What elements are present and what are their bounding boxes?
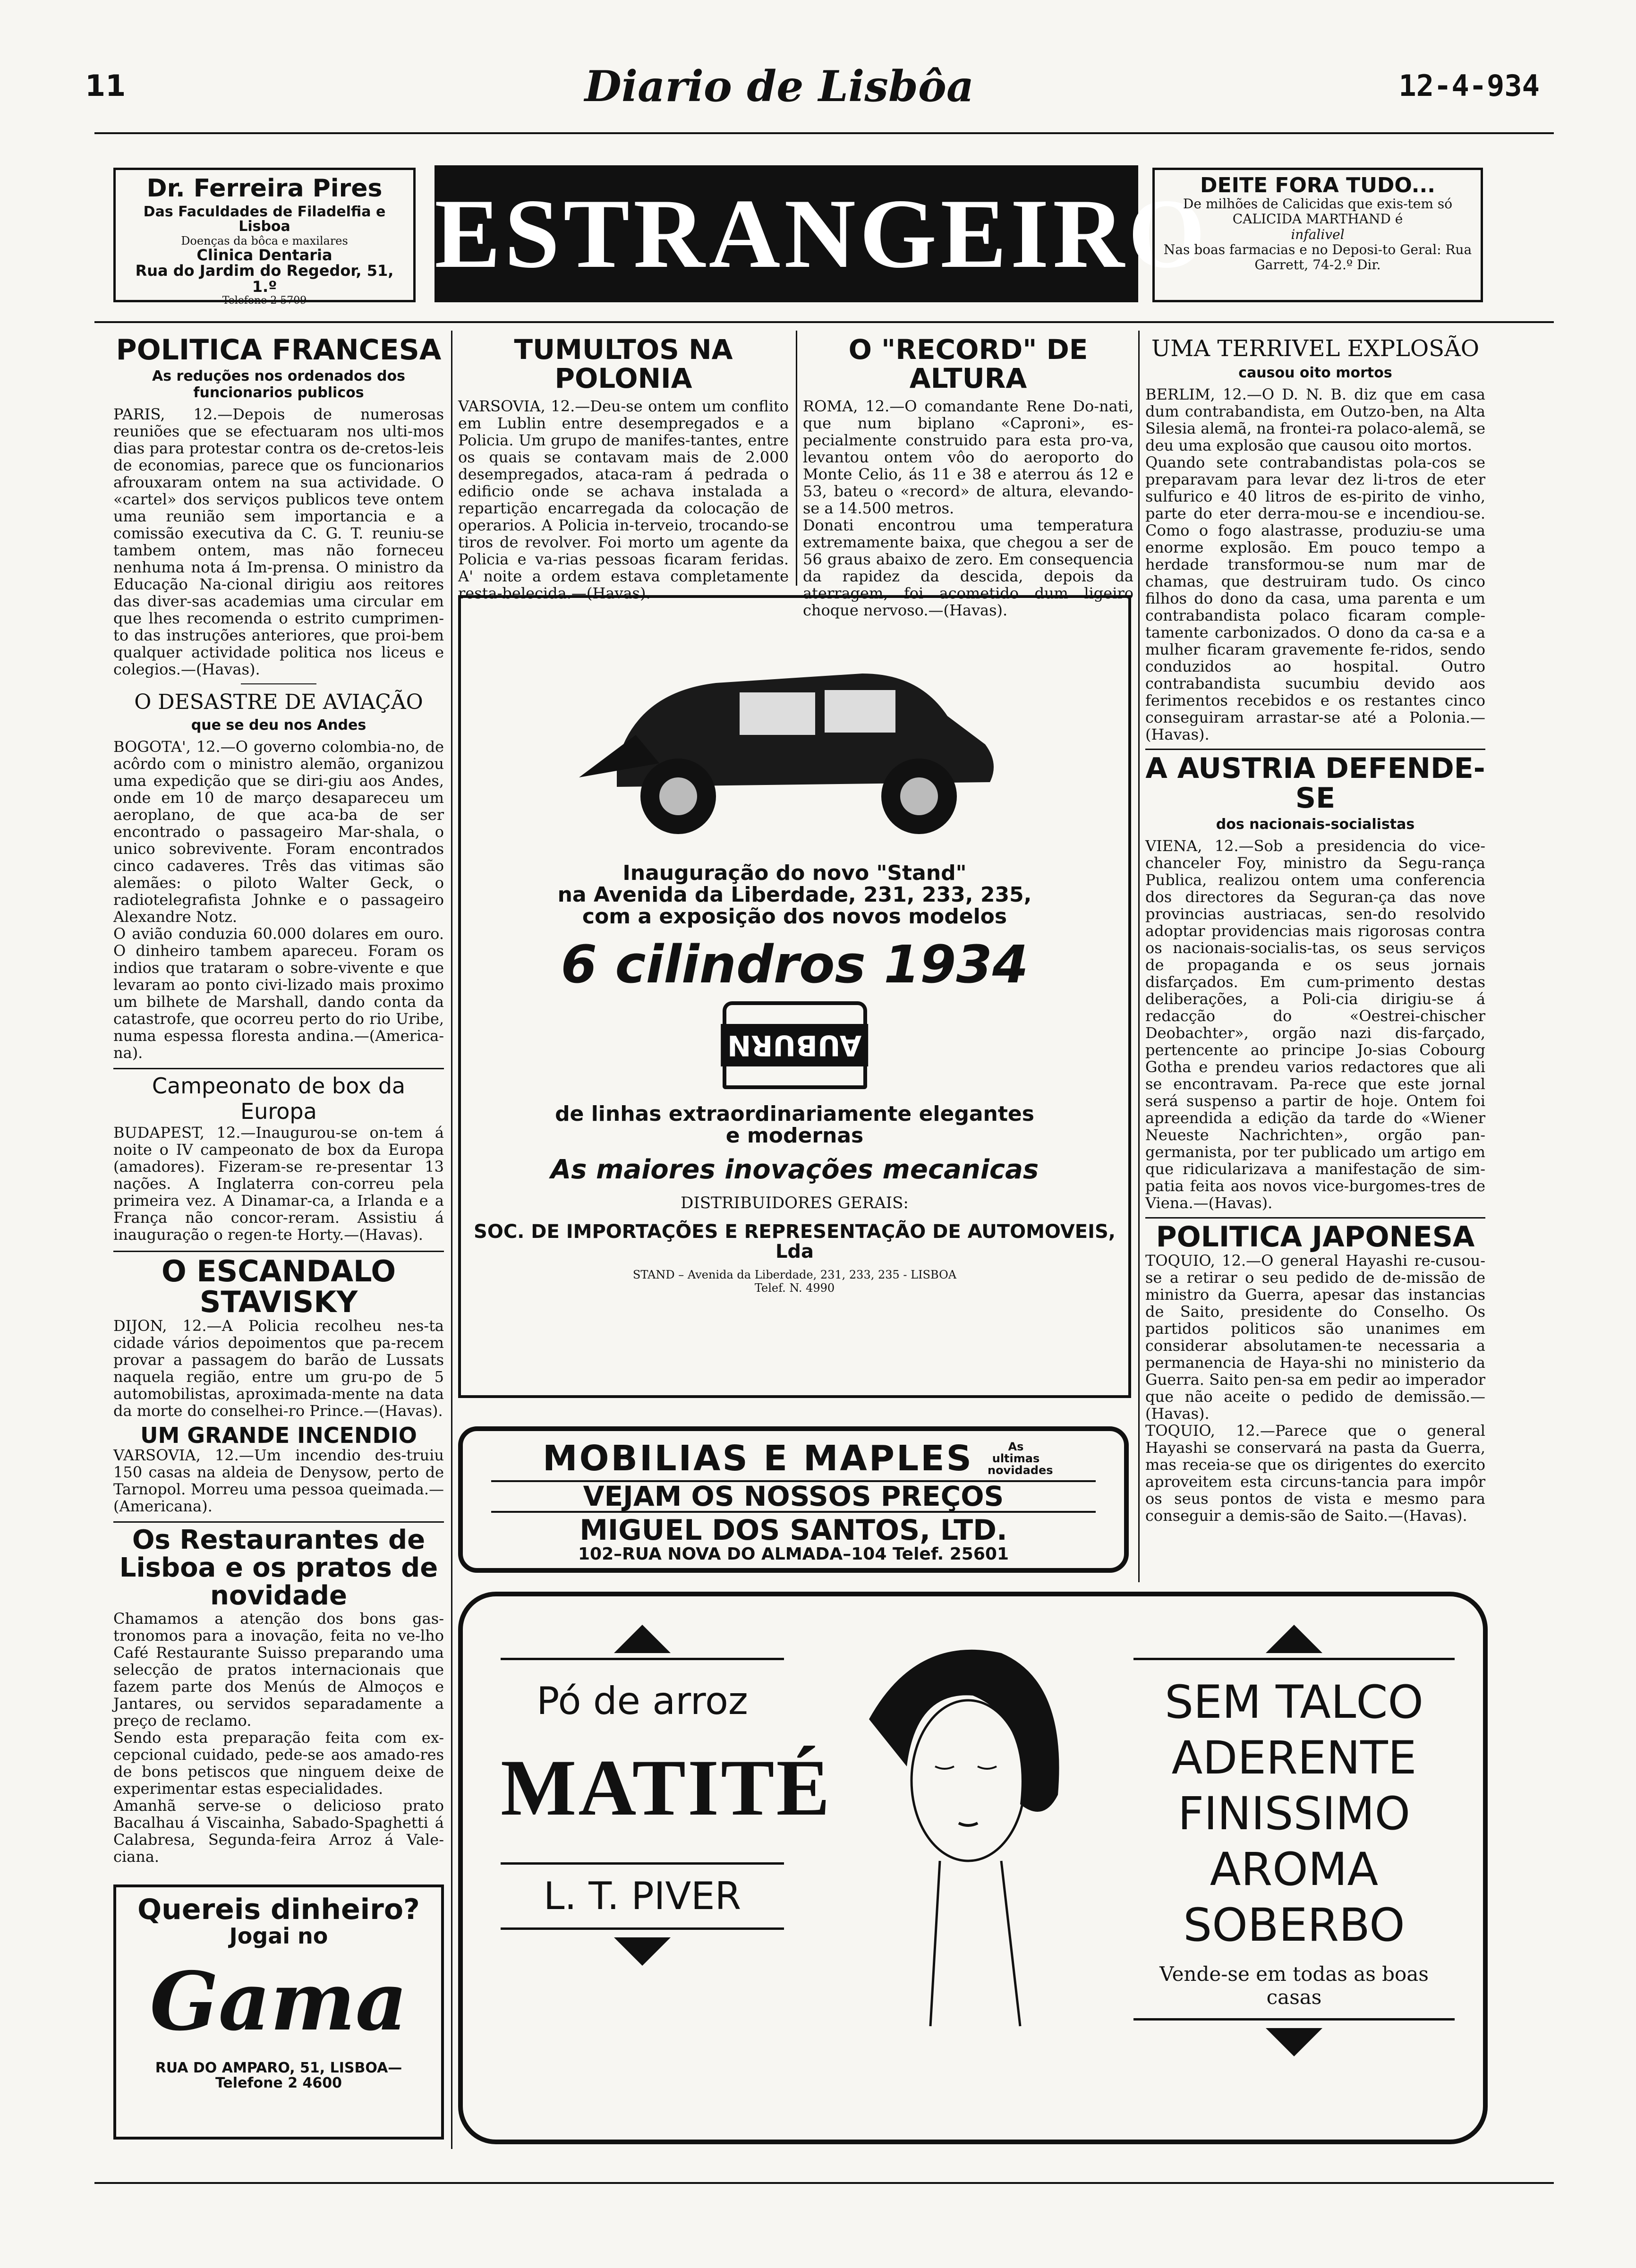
record-body: ROMA, 12.—O comandante Rene Do-nati, que num biplano «Caproni», es-pecialmente construido para esta pro-va, levantou ontem vôo do aeroporto do Monte Celio, ás 11 e 38 e aterrou ás 12 e 53, bateu o «record» de altura, elevando-se a 14.500 metros. Donati encontrou uma temperatura extremamente baixa, que chegou a ser de 56 graus abaixo de zero. Em consequencia da rapidez da descida, depois da aterragem, foi acometido dum ligeiro choque nervoso.—(Havas).: [803, 397, 1133, 619]
politica-subtitle: As reduções nos ordenados dos funcionarios publicos: [152, 368, 405, 401]
triangle-up-icon: [614, 1625, 671, 1653]
dentist-line2: Doenças da bôca e maxilares: [181, 234, 348, 247]
austria-title: A AUSTRIA DEFENDE-SE: [1145, 749, 1485, 813]
column-divider-left: [451, 331, 452, 2149]
explosao-subtitle: causou oito mortos: [1238, 365, 1392, 381]
piver-ad: [458, 1592, 1488, 2144]
triangle-down-icon: [614, 1937, 671, 1966]
footer-rule: [94, 2182, 1554, 2184]
auburn-line2: na Avenida da Liberdade, 231, 233, 235,: [557, 883, 1032, 907]
dentist-line5: Telefone 2 5709: [222, 295, 307, 307]
dentist-line1: Das Faculdades de Filadelfia e Lisboa: [143, 203, 386, 235]
gama-ad: [113, 1884, 444, 2140]
explosao-title: UMA TERRIVEL EXPLOSÃO: [1151, 335, 1480, 362]
piver-rule: [501, 1862, 784, 1865]
auburn-text: [461, 862, 1128, 1295]
austria-subtitle: dos nacionais-socialistas: [1216, 816, 1415, 833]
box-title: Campeonato de box da Europa: [113, 1068, 444, 1124]
record-article: [803, 335, 1133, 619]
estrangeiro-banner: ESTRANGEIRO: [435, 165, 1138, 302]
piver-r1: SEM TALCO: [1165, 1676, 1423, 1729]
dentist-line4: Rua do Jardim do Regedor, 51, 1.º: [135, 262, 394, 296]
auburn-line9: STAND – Avenida da Liberdade, 231, 233, 235 - LISBOA: [632, 1268, 957, 1282]
auburn-logo-text: AUBURN: [721, 1024, 868, 1066]
record-title: O "RECORD" DE ALTURA: [848, 333, 1088, 394]
piver-rule: [501, 1927, 784, 1930]
piver-brand: MATITÉ: [501, 1743, 832, 1832]
gama-address: RUA DO AMPARO, 51, LISBOA—Telefone 2 4600: [155, 2060, 402, 2091]
mobilias-row1: [491, 1438, 1096, 1479]
calicida-text2: infalivel: [1291, 227, 1345, 243]
column-divider-right: [1138, 331, 1140, 1582]
auburn-line3: com a exposição dos novos modelos: [582, 904, 1007, 929]
column-divider-mid: [796, 331, 797, 586]
austria-body: VIENA, 12.—Sob a presidencia do vice-chanceler Foy, ministro da Segu-rança Publica, realizou ontem uma conferencia dos directores da Seguran-ça das nove provincias austriacas, sen-do resolvido adoptar providencias mais rigorosas contra os nacionais-socialis-tas, os seus serviços de propaganda e os seus jornais disfarçados. Em cum-primento destas deliberações, a Poli-cia dirigiu-se á redacção do «Oestrei-chischer Deobachter», orgão nazi dis-farçado, pertencente ao principe Jo-sias Cobourg Gotha e prendeu varios redactores que ali se encontravam. Pa-rece que este jornal será suspenso a partir de hoje. Ontem foi apreendida a edição da tarde do «Wiener Neueste Nachrichten», orgão pan-germanista, por ter publicado um artigo em que ridicularizava a manifestação de sim-patia feita aos novos vice-burgomes-tres de Viena.—(Havas).: [1145, 837, 1485, 1212]
auburn-line10: Telef. N. 4990: [754, 1281, 835, 1295]
masthead: Diario de Lisbôa: [584, 61, 974, 111]
piver-left: [501, 1625, 832, 1966]
stavisky-title: O ESCANDALO STAVISKY: [113, 1251, 444, 1317]
gama-line1: Quereis dinheiro?: [137, 1893, 420, 1926]
desastre-subtitle: que se deu nos Andes: [191, 717, 366, 733]
piver-right: [1133, 1625, 1455, 2056]
piver-r6: Vende-se em todas as boas casas: [1159, 1962, 1429, 2009]
auburn-line5: e modernas: [725, 1124, 864, 1148]
incendio-body: VARSOVIA, 12.—Um incendio des-truiu 150 casas na aldeia de Denysow, perto de Tarnopol. Morreu uma pessoa queimada.—(Americana).: [113, 1446, 444, 1516]
japonesa-title: POLITICA JAPONESA: [1145, 1217, 1485, 1252]
polonia-title: TUMULTOS NA POLONIA: [514, 333, 733, 394]
gama-line2: Jogai no: [229, 1923, 328, 1949]
japonesa-body: TOQUIO, 12.—O general Hayashi re-cusou-se a retirar o seu pedido de de-missão de ministro da Guerra, apesar das instancias de Saito, presidente do Conselho. Os partidos politicos são unanimes em considerar absolutamen-te necessaria a permanencia de Haya-shi no ministerio da Guerra. Saito pen-sa em pedir ao imperador que não aceite o pedido de demissão.—(Havas). TOQUIO, 12.—Parece que o general Hayashi se conservará na pasta da Guerra, mas receia-se que os dirigentes do exercito aproveitem esta circuns-tancia para impôr os seus pontos de vista e mesmo para conseguir a demis-são de Saito.—(Havas).: [1145, 1252, 1485, 1525]
car-illustration: [560, 622, 1032, 848]
calicida-text1: De milhões de Calicidas que exis-tem só CALICIDA MARTHAND é: [1183, 196, 1453, 227]
mobilias-line1: MOBILIAS E MAPLES: [543, 1438, 973, 1479]
mobilias-tag: As ultimas novidades: [987, 1440, 1053, 1477]
auburn-logo: [723, 1001, 867, 1089]
piver-rule: [1133, 2018, 1455, 2021]
page-number: 11: [85, 68, 126, 103]
polonia-article: [458, 335, 789, 602]
calicida-title: DEITE FORA TUDO...: [1200, 173, 1435, 197]
right-column: [1145, 335, 1485, 1524]
politica-title: POLITICA FRANCESA: [116, 333, 442, 367]
piver-line1: Pó de arroz: [537, 1679, 748, 1723]
polonia-body: VARSOVIA, 12.—Deu-se ontem um conflito em Lublin entre desempregados e a Policia. Um grupo de manifes-tantes, entre os quais se contavam mais de 2.000 desempregados, ataca-ram á pedrada o edificio onde se achava instalada a repartição encarregada da colocação de operarios. A Policia in-terveio, trocando-se tiros de revolver. Foi morto um agente da Policia e va-rias pessoas ficaram feridas. A' noite a ordem estava completamente resta-belecida.—(Havas).: [458, 397, 789, 602]
restaurantes-body: Chamamos a atenção dos bons gas-tronomos para a inovação, feita no ve-lho Café Restaurante Suisso preparando uma selecção de pratos internacionais que fazem parte dos Menús de Almoços e Jantares, ou servidos separadamente a preço de reclamo. Sendo esta preparação feita com ex-cepcional cuidado, pede-se aos amado-res de bons petiscos que ninguem deixe de experimentar estas especialidades. Amanhã serve-se o delicioso prato Bacalhau á Viscainha, Sabado-Spaghetti á Calabresa, Segunda-feira Arroz á Vale-ciana.: [113, 1609, 444, 1866]
auburn-line7: DISTRIBUIDORES GERAIS:: [681, 1194, 909, 1213]
woman-illustration: [822, 1625, 1086, 2121]
auburn-ad: [458, 595, 1131, 1398]
box-body: BUDAPEST, 12.—Inaugurou-se on-tem á noite o IV campeonato de box da Europa (amadores). Fizeram-se re-presentar 13 nações. A Inglaterra con-correu pela primeira vez. A Dinamar-ca, a Irlanda e a França não concor-reram. Assistiu á inauguração o regen-te Horty.—(Havas).: [113, 1124, 444, 1244]
desastre-title: O DESASTRE DE AVIAÇÃO: [134, 690, 423, 714]
issue-date: 12-4-934: [1398, 68, 1540, 103]
piver-r5: SOBERBO: [1183, 1899, 1405, 1952]
incendio-title: UM GRANDE INCENDIO: [140, 1423, 417, 1449]
dentist-line3: Clinica Dentaria: [196, 246, 332, 264]
piver-r2: ADERENTE: [1171, 1731, 1417, 1784]
header-rule: [94, 132, 1554, 134]
politica-body: PARIS, 12.—Depois de numerosas reuniões que se efectuaram nos ulti-mos dias para protestar contra os de-cretos-leis de economias, parece que os funcionarios afrouxaram ontem na sua actividade. O «cartel» dos serviços publicos teve ontem uma reunião sem importancia e a comissão executiva da C. G. T. reuniu-se tambem ontem, mas não forneceu nenhuma nota á Im-prensa. O ministro da Educação Na-cional dirigiu aos reitores das diver-sas academias uma circular em que lhes recomenda o estrito cumprimen-to das instruções anteriores, que proi-bem qualquer actividade politica nos liceus e colegios.—(Havas).: [113, 405, 444, 678]
piver-r4: AROMA: [1210, 1843, 1379, 1896]
auburn-headline: 6 cilindros 1934: [561, 934, 1029, 995]
calicida-text3: Nas boas farmacias e no Deposi-to Geral: Rua Garrett, 74-2.º Dir.: [1163, 242, 1472, 273]
top-section-rule: [94, 321, 1554, 323]
stavisky-body: DIJON, 12.—A Policia recolheu nes-ta cidade vários depoimentos que pa-recem provar a passagem do barão de Lussats naquela região, entre um gru-po de 5 automobilistas, aproximada-mente na data da morte do conselhei-ro Prince.—(Havas).: [113, 1317, 444, 1420]
triangle-down-icon: [1266, 2028, 1322, 2056]
piver-maker: L. T. PIVER: [543, 1874, 741, 1918]
calicida-ad: [1152, 168, 1483, 302]
piver-r3: FINISSIMO: [1177, 1787, 1411, 1840]
triangle-up-icon: [1266, 1625, 1322, 1653]
piver-rule: [501, 1658, 784, 1660]
auburn-line4: de linhas extraordinariamente elegantes: [555, 1102, 1034, 1126]
mobilias-line3: MIGUEL DOS SANTOS, LTD.: [579, 1513, 1007, 1547]
mobilias-line4: 102–RUA NOVA DO ALMADA–104 Telef. 25601: [578, 1544, 1009, 1564]
desastre-body: BOGOTA', 12.—O governo colombia-no, de acôrdo com o ministro alemão, organizou uma expedição que se diri-giu aos Andes, onde em 10 de março desapareceu um aeroplano, de que aca-ba de ser encontrado o passageiro Mar-shala, o unico sobrevivente. Foram encontrados cinco cadaveres. Três das vitimas são alemães: o piloto Walter Geck, o radiotelegrafista Johnke e o passageiro Alexandre Notz. O avião conduzia 60.000 dolares em ouro. O dinheiro tambem apareceu. Foram os indios que trataram o sobre-vivente e que levaram ao ponto civi-lizado mais proximo um bilhete de Marshall, dando conta da catastrofe, que ocorreu perto do rio Uribe, numa espessa floresta andina.—(America-na).: [113, 738, 444, 1062]
explosao-body: BERLIM, 12.—O D. N. B. diz que em casa dum contrabandista, em Outzo-ben, na Alta Silesia alemã, na frontei-ra polaco-alemã, se deu uma explosão que causou oito mortos. Quando sete contrabandistas pola-cos se preparavam para levar dez li-tros de eter sulfurico e 40 litros de es-pirito de vinho, parte do eter derra-mou-se e incendiou-se. Como o fogo alastrasse, produziu-se uma enorme explosão. Em pouco tempo a herdade transformou-se num mar de chamas, que destruiram tudo. Os cinco filhos do dono da casa, uma parenta e um contrabandista polaco ficaram comple-tamente carbonizados. O dono da ca-sa e a mulher ficaram gravemente fe-ridos, sendo conduzidos ao hospital. Outro contrabandista sucumbiu devido aos ferimentos recebidos e os restantes cinco conseguiram arrastar-se até a Polonia.—(Havas).: [1145, 385, 1485, 743]
auburn-line6: As maiores inovações mecanicas: [550, 1154, 1039, 1185]
piver-rule: [1133, 1658, 1455, 1660]
auburn-line1: Inauguração do novo "Stand": [622, 861, 967, 885]
mobilias-ad: [458, 1426, 1129, 1573]
mobilias-line2: VEJAM OS NOSSOS PREÇOS: [491, 1480, 1096, 1513]
dentist-ad: [113, 168, 416, 307]
left-column: [113, 335, 444, 1865]
dentist-name: Dr. Ferreira Pires: [146, 174, 383, 203]
auburn-line8: SOC. DE IMPORTAÇÕES E REPRESENTAÇÃO DE AUTOMOVEIS, Lda: [474, 1221, 1116, 1263]
gama-brand: Gama: [150, 1954, 408, 2049]
article-separator: [241, 683, 316, 684]
restaurantes-title: Os Restaurantes de Lisboa e os pratos de novidade: [113, 1521, 444, 1610]
